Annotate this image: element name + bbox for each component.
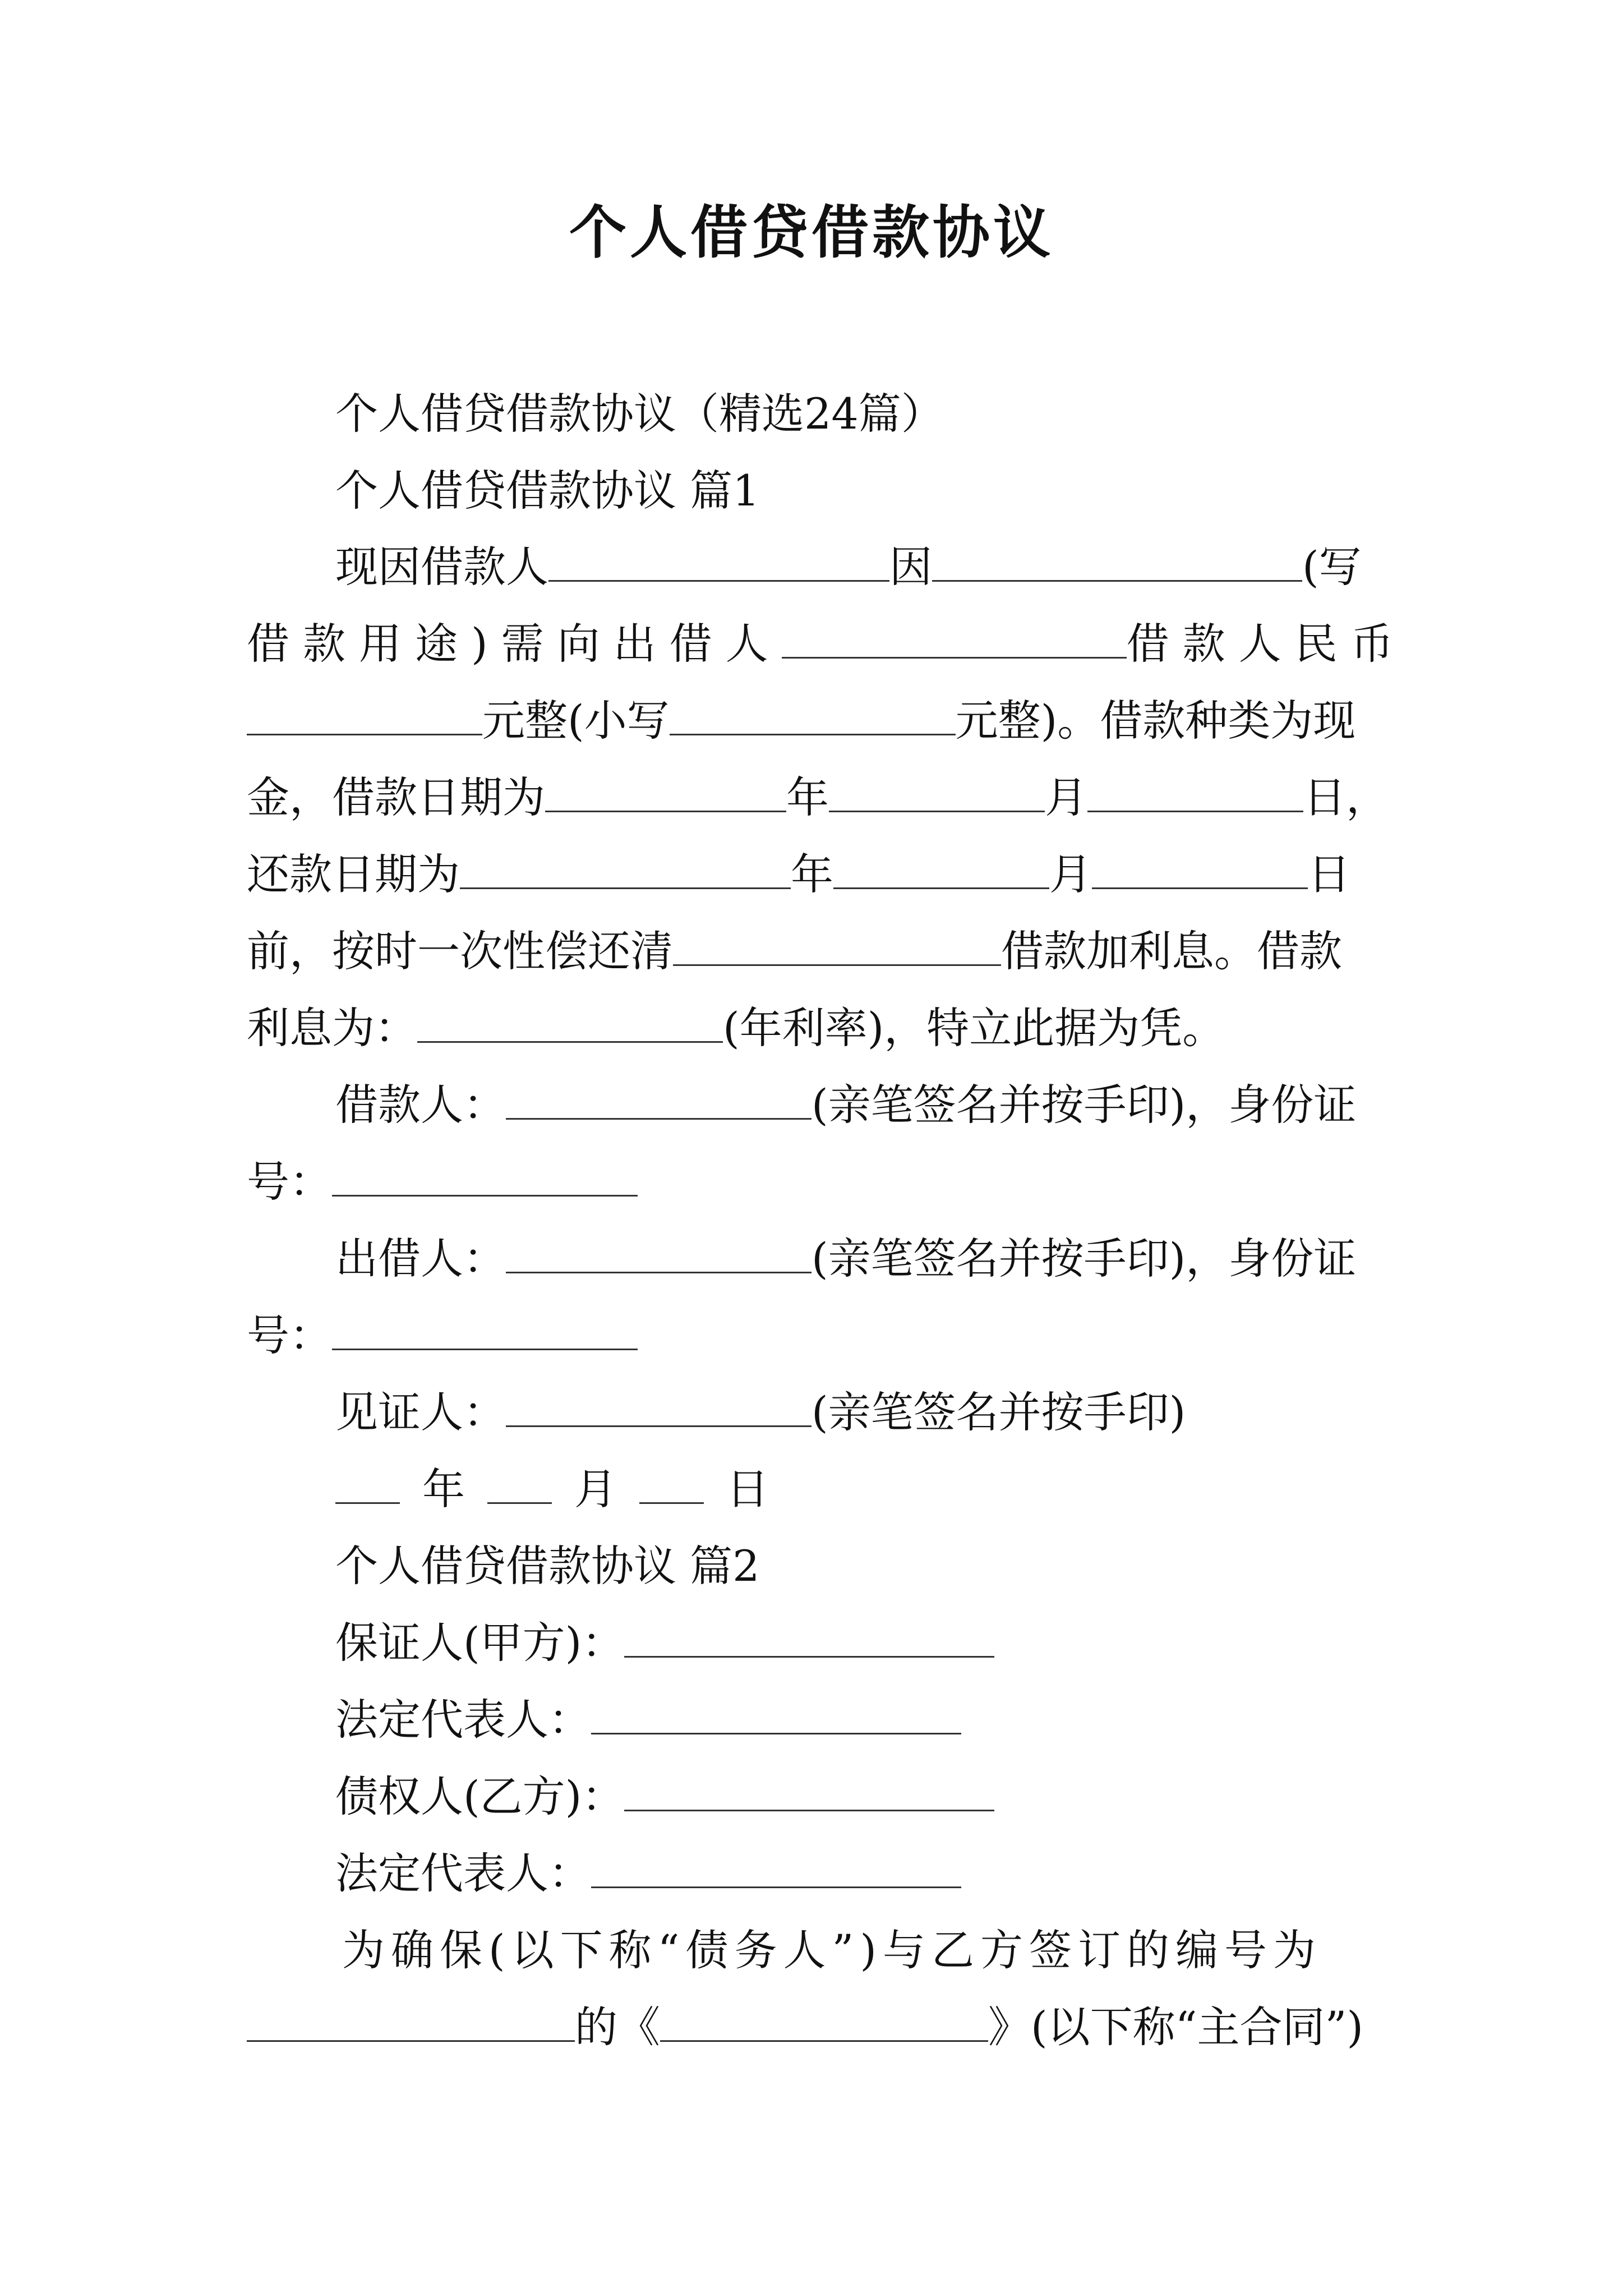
blank-loan-day <box>1087 768 1303 812</box>
blank-repay-day <box>1092 845 1308 889</box>
blank-reason <box>932 537 1302 582</box>
legal-rep2-line: 法定代表人： <box>335 1843 961 1904</box>
blank-lender-name <box>782 614 1127 659</box>
blank-borrower-id <box>332 1152 638 1197</box>
guarantor-line: 保证人(甲方)： <box>335 1612 994 1674</box>
blank-repay-amount <box>673 922 1001 966</box>
intro-line: 个人借贷借款协议（精选24篇） <box>335 389 944 439</box>
blank-contract-name <box>660 1998 988 2042</box>
blank-guarantor <box>624 1613 994 1658</box>
blank-lender-id <box>332 1306 638 1350</box>
section-heading-1: 个人借贷借款协议 篇1 <box>335 466 760 516</box>
blank-repay-month <box>833 845 1049 889</box>
blank-legal-rep <box>591 1690 961 1734</box>
blank-creditor <box>624 1767 994 1811</box>
p1-line-6: 前，按时一次性偿还清 借款加利息。借款 <box>247 921 1342 982</box>
p1-line-2: 借款用途)需向出借人 借款人民币 <box>247 613 1407 675</box>
blank-sign-day <box>639 1460 704 1504</box>
p1-line-3: 元整(小写 元整)。借款种类为现 <box>247 690 1355 752</box>
blank-witness-sign <box>506 1383 811 1427</box>
blank-interest-rate <box>417 999 723 1043</box>
blank-borrower-name <box>548 537 889 582</box>
creditor-line: 债权人(乙方)： <box>335 1766 994 1828</box>
blank-contract-no <box>247 1998 575 2042</box>
blank-legal-rep2 <box>591 1844 961 1888</box>
p1-line-7: 利息为： (年利率)，特立此据为凭。 <box>247 997 1225 1059</box>
borrower-sign-line: 借款人： (亲笔签名并按手印)，身份证 <box>335 1074 1356 1136</box>
p2-line-i: 的《 》(以下称“主合同”) <box>247 1996 1363 2058</box>
p1-line-5: 还款日期为 年 月 日 <box>247 844 1350 905</box>
blank-repay-year <box>460 845 791 889</box>
blank-loan-year <box>545 768 786 812</box>
witness-sign-line: 见证人： (亲笔签名并按手印) <box>335 1382 1186 1443</box>
legal-rep-line: 法定代表人： <box>335 1689 961 1751</box>
blank-borrower-sign <box>506 1075 811 1120</box>
borrower-id-line: 号： <box>247 1151 638 1213</box>
blank-amount-words <box>247 691 482 735</box>
document-title: 个人借贷借款协议 <box>569 199 1054 266</box>
blank-lender-sign <box>506 1229 811 1273</box>
section-heading-2: 个人借贷借款协议 篇2 <box>335 1541 760 1591</box>
blank-amount-digits <box>670 691 956 735</box>
lender-id-line: 号： <box>247 1305 638 1366</box>
lender-sign-line: 出借人： (亲笔签名并按手印)，身份证 <box>335 1228 1356 1290</box>
p1-line-4: 金，借款日期为 年 月 日， <box>247 767 1389 829</box>
blank-sign-month <box>487 1460 552 1504</box>
p1-line-1: 现因借款人 因 (写 <box>335 536 1378 598</box>
blank-loan-month <box>829 768 1045 812</box>
date-line: 年 月 日 <box>335 1458 791 1520</box>
p2-line-h: 为确保(以下称“债务人”)与乙方签订的编号为 <box>342 1925 1322 1975</box>
blank-sign-year <box>335 1460 400 1504</box>
